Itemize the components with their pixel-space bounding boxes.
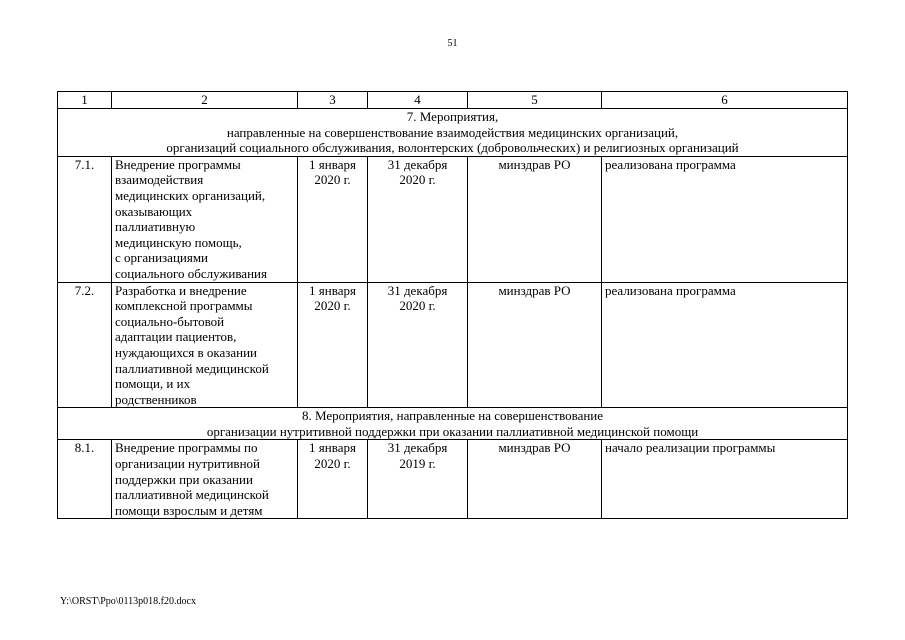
- item-number: 7.1.: [58, 156, 112, 282]
- description-line: Внедрение программы: [115, 156, 241, 172]
- description-line: медицинскую помощь,: [115, 234, 242, 250]
- description-line: с организациями: [115, 250, 209, 266]
- end-date-line: 31 декабря: [387, 156, 448, 172]
- description-line: родственников: [115, 391, 197, 407]
- description-line: паллиативной медицинской: [115, 360, 269, 376]
- start-date-line: 2020 г.: [314, 456, 351, 472]
- end-date-line: 31 декабря: [387, 282, 448, 298]
- executor: минздрав РО: [468, 440, 602, 519]
- description-line: оказывающих: [115, 203, 193, 219]
- section-heading-line: организации нутритивной поддержки при оказании паллиативной медицинской помощи: [206, 423, 699, 439]
- expected-result: начало реализации программы: [602, 440, 848, 519]
- section-heading-line: 8. Мероприятия, направленные на совершенствование: [301, 408, 604, 424]
- description-line: паллиативную: [115, 219, 196, 235]
- column-number-3: 3: [298, 92, 368, 109]
- description-line: нуждающихся в оказании: [115, 344, 258, 360]
- description-line: организации нутритивной: [115, 456, 260, 472]
- description-line: помощи взрослым и детям: [115, 502, 263, 518]
- start-date: [298, 156, 368, 282]
- start-date-line: 2020 г.: [314, 298, 351, 314]
- table-row: [58, 282, 848, 408]
- description-line: Разработка и внедрение: [115, 282, 247, 298]
- section-heading-row: [58, 109, 848, 157]
- description-line: поддержки при оказании: [115, 471, 253, 487]
- start-date-line: 1 января: [309, 282, 356, 298]
- start-date-line: 2020 г.: [314, 172, 351, 188]
- end-date-line: 2020 г.: [399, 172, 436, 188]
- end-date: [368, 282, 468, 408]
- section-heading-7: [58, 109, 848, 157]
- end-date-line: 2020 г.: [399, 298, 436, 314]
- executor: минздрав РО: [468, 156, 602, 282]
- section-heading-8: [58, 408, 848, 440]
- description-line: адаптации пациентов,: [115, 329, 237, 345]
- table-row: [58, 156, 848, 282]
- document-file-path: Y:\ORST\Ppo\0113p018.f20.docx: [60, 596, 196, 607]
- item-number: 8.1.: [58, 440, 112, 519]
- table-row: [58, 440, 848, 519]
- item-description: [112, 440, 298, 519]
- column-number-row: [58, 92, 848, 109]
- start-date: [298, 440, 368, 519]
- page-number: 51: [447, 38, 458, 49]
- description-line: социального обслуживания: [115, 265, 267, 281]
- column-number-5: 5: [468, 92, 602, 109]
- column-number-1: 1: [58, 92, 112, 109]
- description-line: комплексной программы: [115, 298, 253, 314]
- description-line: Внедрение программы по: [115, 440, 258, 456]
- executor: минздрав РО: [468, 282, 602, 408]
- end-date: [368, 440, 468, 519]
- description-line: помощи, и их: [115, 376, 191, 392]
- description-line: медицинских организаций,: [115, 187, 266, 203]
- expected-result: реализована программа: [602, 282, 848, 408]
- end-date-line: 31 декабря: [387, 440, 448, 456]
- item-number: 7.2.: [58, 282, 112, 408]
- end-date: [368, 156, 468, 282]
- end-date-line: 2019 г.: [399, 456, 436, 472]
- activities-table: [57, 91, 848, 519]
- expected-result: реализована программа: [602, 156, 848, 282]
- description-line: взаимодействия: [115, 172, 204, 188]
- start-date: [298, 282, 368, 408]
- section-heading-line: организаций социального обслуживания, волонтерских (добровольческих) и религиозных организаций: [166, 140, 739, 156]
- section-heading-line: направленные на совершенствование взаимодействия медицинских организаций,: [226, 124, 679, 140]
- section-heading-line: 7. Мероприятия,: [406, 109, 499, 124]
- description-line: паллиативной медицинской: [115, 487, 269, 503]
- start-date-line: 1 января: [309, 440, 356, 456]
- item-description: [112, 156, 298, 282]
- column-number-2: 2: [112, 92, 298, 109]
- description-line: социально-бытовой: [115, 313, 225, 329]
- section-heading-row: [58, 408, 848, 440]
- start-date-line: 1 января: [309, 156, 356, 172]
- column-number-4: 4: [368, 92, 468, 109]
- item-description: [112, 282, 298, 408]
- column-number-6: 6: [602, 92, 848, 109]
